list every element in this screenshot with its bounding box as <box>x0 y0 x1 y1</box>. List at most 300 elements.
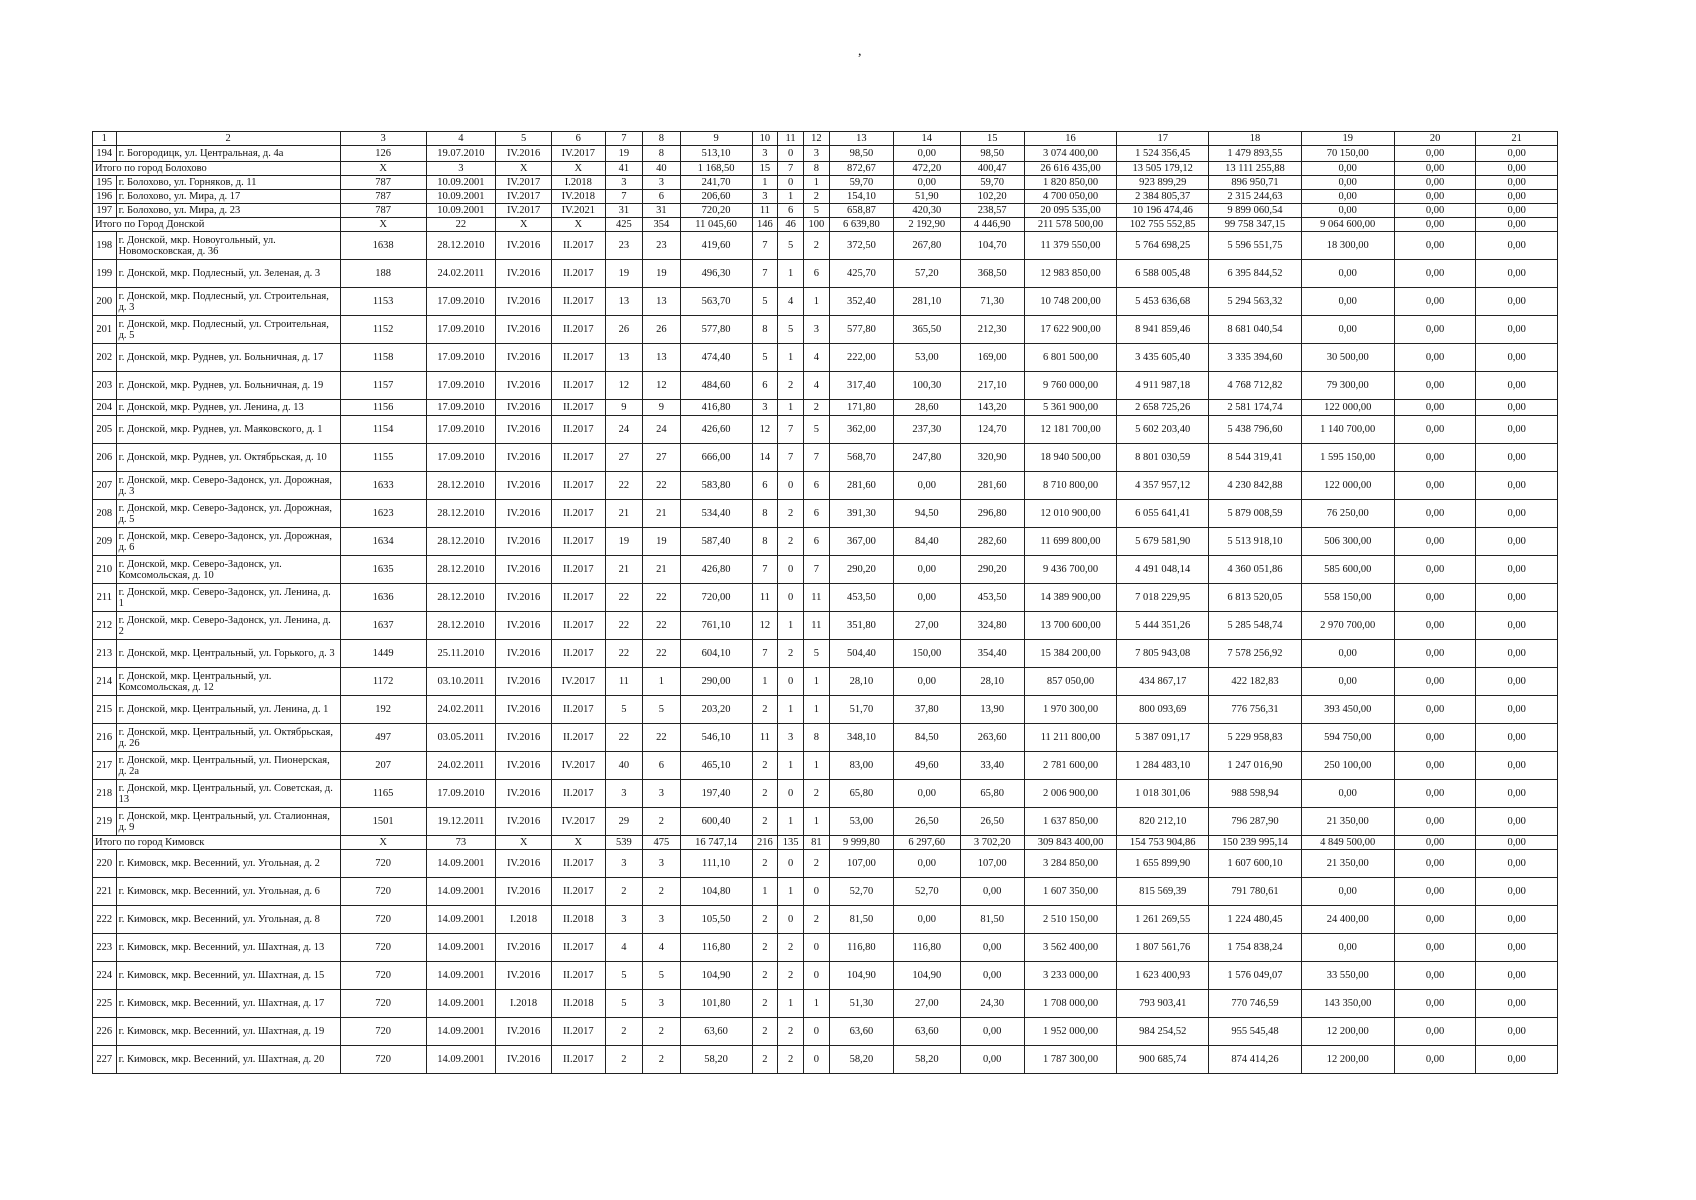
table-cell: 03.10.2011 <box>426 668 496 696</box>
table-cell: 2 <box>778 962 804 990</box>
table-cell: 0 <box>778 668 804 696</box>
table-cell: 9 436 700,00 <box>1024 556 1116 584</box>
table-cell: 7 <box>605 190 643 204</box>
table-row <box>93 472 1558 500</box>
table-cell: 12 <box>605 372 643 400</box>
table-cell: 1 168,50 <box>680 162 752 176</box>
table-row <box>93 724 1558 752</box>
table-cell: 5 <box>803 640 829 668</box>
table-cell: 24 400,00 <box>1301 906 1394 934</box>
table-cell: II.2017 <box>552 850 606 878</box>
table-cell: 26,50 <box>960 808 1024 836</box>
table-cell: IV.2017 <box>496 176 552 190</box>
table-cell: 7 805 943,08 <box>1117 640 1209 668</box>
table-cell: 0 <box>803 934 829 962</box>
address-cell: г. Донской, мкр. Северо-Задонск, ул. Дорожная, д. 6 <box>116 528 340 556</box>
row-number: 199 <box>93 260 117 288</box>
table-cell: 2 <box>752 850 778 878</box>
table-cell: 2 <box>643 1018 681 1046</box>
table-cell: 0 <box>803 1046 829 1074</box>
table-cell: II.2017 <box>552 232 606 260</box>
table-cell: 563,70 <box>680 288 752 316</box>
row-number: 198 <box>93 232 117 260</box>
table-cell: 0,00 <box>1476 556 1558 584</box>
table-cell: 1 952 000,00 <box>1024 1018 1116 1046</box>
table-cell: 28,10 <box>960 668 1024 696</box>
row-number: 213 <box>93 640 117 668</box>
table-cell: 63,60 <box>680 1018 752 1046</box>
table-cell: 0 <box>803 1018 829 1046</box>
table-cell: 1 <box>778 752 804 780</box>
address-cell: г. Донской, мкр. Руднев, ул. Ленина, д. 13 <box>116 400 340 416</box>
table-cell: 0,00 <box>1301 878 1394 906</box>
table-cell: 1634 <box>340 528 426 556</box>
table-cell: 0,00 <box>1476 472 1558 500</box>
table-cell: 0,00 <box>1394 372 1476 400</box>
table-cell: 5 679 581,90 <box>1117 528 1209 556</box>
table-cell: 11 <box>803 584 829 612</box>
table-cell: 8 <box>752 528 778 556</box>
table-cell: 12 983 850,00 <box>1024 260 1116 288</box>
table-cell: 1 <box>803 990 829 1018</box>
row-number: 207 <box>93 472 117 500</box>
row-number: 221 <box>93 878 117 906</box>
table-cell: 0,00 <box>1394 990 1476 1018</box>
table-cell: 0,00 <box>1394 472 1476 500</box>
table-cell: 37,80 <box>894 696 960 724</box>
table-cell: 362,00 <box>829 416 893 444</box>
table-cell: 420,30 <box>894 204 960 218</box>
table-cell: II.2017 <box>552 556 606 584</box>
column-header: 4 <box>426 132 496 146</box>
table-cell: 9 064 600,00 <box>1301 218 1394 232</box>
table-cell: 0,00 <box>1394 752 1476 780</box>
address-cell: г. Кимовск, мкр. Весенний, ул. Шахтная, д. 19 <box>116 1018 340 1046</box>
table-cell: 22 <box>643 584 681 612</box>
table-cell: 197,40 <box>680 780 752 808</box>
table-cell: 216 <box>752 836 778 850</box>
table-cell: 5 764 698,25 <box>1117 232 1209 260</box>
table-cell: 31 <box>643 204 681 218</box>
table-cell: 17.09.2010 <box>426 344 496 372</box>
table-cell: 0 <box>778 472 804 500</box>
table-cell: 1 <box>803 176 829 190</box>
table-cell: 0,00 <box>1476 612 1558 640</box>
table-cell: 76 250,00 <box>1301 500 1394 528</box>
table-cell: 474,40 <box>680 344 752 372</box>
table-cell: IV.2016 <box>496 400 552 416</box>
table-cell: 24 <box>605 416 643 444</box>
table-cell: 0,00 <box>1476 190 1558 204</box>
column-header: 19 <box>1301 132 1394 146</box>
table-cell: 0,00 <box>1476 640 1558 668</box>
table-cell: 5 <box>643 962 681 990</box>
table-cell: 2 <box>803 232 829 260</box>
table-row <box>93 372 1558 400</box>
column-header: 1 <box>93 132 117 146</box>
table-cell: 7 <box>752 260 778 288</box>
table-cell: 22 <box>643 612 681 640</box>
table-cell: II.2017 <box>552 934 606 962</box>
table-cell: 3 <box>778 724 804 752</box>
table-cell: 14.09.2001 <box>426 1018 496 1046</box>
table-cell: 8 801 030,59 <box>1117 444 1209 472</box>
table-cell: 6 <box>643 190 681 204</box>
table-cell: 99 758 347,15 <box>1209 218 1301 232</box>
table-row <box>93 934 1558 962</box>
total-label: Итого по город Болохово <box>93 162 341 176</box>
address-cell: г. Донской, мкр. Руднев, ул. Маяковского, д. 1 <box>116 416 340 444</box>
table-cell: 857 050,00 <box>1024 668 1116 696</box>
table-cell: 0,00 <box>1476 146 1558 162</box>
table-cell: 8 941 859,46 <box>1117 316 1209 344</box>
table-cell: 0,00 <box>1394 344 1476 372</box>
table-cell: 13,90 <box>960 696 1024 724</box>
table-cell: 5 596 551,75 <box>1209 232 1301 260</box>
table-cell: IV.2016 <box>496 1046 552 1074</box>
table-cell: 4 700 050,00 <box>1024 190 1116 204</box>
table-cell: 2 <box>643 878 681 906</box>
table-cell: 1 247 016,90 <box>1209 752 1301 780</box>
table-cell: X <box>340 162 426 176</box>
table-cell: 0,00 <box>1394 584 1476 612</box>
table-cell: 2 <box>752 934 778 962</box>
table-cell: 2 <box>752 780 778 808</box>
table-cell: 0,00 <box>1394 696 1476 724</box>
table-cell: 3 <box>643 176 681 190</box>
table-cell: 1633 <box>340 472 426 500</box>
table-cell: 475 <box>643 836 681 850</box>
table-cell: 12 181 700,00 <box>1024 416 1116 444</box>
column-header: 10 <box>752 132 778 146</box>
table-cell: 0,00 <box>1394 668 1476 696</box>
table-cell: 0,00 <box>1394 444 1476 472</box>
table-cell: 791 780,61 <box>1209 878 1301 906</box>
table-row <box>93 204 1558 218</box>
table-cell: 1 <box>778 878 804 906</box>
column-header: 5 <box>496 132 552 146</box>
table-cell: 4 360 051,86 <box>1209 556 1301 584</box>
row-number: 223 <box>93 934 117 962</box>
table-cell: 1635 <box>340 556 426 584</box>
table-cell: 17.09.2010 <box>426 288 496 316</box>
table-cell: 0,00 <box>1394 1046 1476 1074</box>
table-cell: 0 <box>803 878 829 906</box>
table-cell: 348,10 <box>829 724 893 752</box>
table-cell: 5 444 351,26 <box>1117 612 1209 640</box>
table-cell: 52,70 <box>829 878 893 906</box>
table-cell: I.2018 <box>552 176 606 190</box>
table-cell: 21 350,00 <box>1301 808 1394 836</box>
table-cell: 19 <box>605 260 643 288</box>
table-cell: 426,60 <box>680 416 752 444</box>
table-cell: 84,50 <box>894 724 960 752</box>
table-cell: 24 <box>643 416 681 444</box>
table-cell: 23 <box>643 232 681 260</box>
table-cell: 0,00 <box>1394 1018 1476 1046</box>
table-cell: II.2017 <box>552 528 606 556</box>
table-cell: 21 350,00 <box>1301 850 1394 878</box>
table-cell: 426,80 <box>680 556 752 584</box>
table-cell: 10.09.2001 <box>426 176 496 190</box>
table-cell: 1 <box>778 612 804 640</box>
table-cell: 5 387 091,17 <box>1117 724 1209 752</box>
table-cell: 211 578 500,00 <box>1024 218 1116 232</box>
address-cell: г. Донской, мкр. Северо-Задонск, ул. Ленина, д. 2 <box>116 612 340 640</box>
table-cell: 1 970 300,00 <box>1024 696 1116 724</box>
address-cell: г. Кимовск, мкр. Весенний, ул. Шахтная, д. 13 <box>116 934 340 962</box>
table-cell: 5 294 563,32 <box>1209 288 1301 316</box>
table-cell: IV.2016 <box>496 444 552 472</box>
table-cell: 1 708 000,00 <box>1024 990 1116 1018</box>
table-cell: 1 <box>778 260 804 288</box>
table-cell: 0,00 <box>1394 232 1476 260</box>
table-cell: 0,00 <box>960 962 1024 990</box>
table-cell: IV.2016 <box>496 372 552 400</box>
table-cell: 27 <box>605 444 643 472</box>
table-cell: 105,50 <box>680 906 752 934</box>
table-cell: 143 350,00 <box>1301 990 1394 1018</box>
table-cell: 26 616 435,00 <box>1024 162 1116 176</box>
table-cell: 874 414,26 <box>1209 1046 1301 1074</box>
table-cell: 126 <box>340 146 426 162</box>
table-cell: 150,00 <box>894 640 960 668</box>
table-cell: 5 <box>803 204 829 218</box>
table-cell: 393 450,00 <box>1301 696 1394 724</box>
table-cell: X <box>552 162 606 176</box>
table-cell: 0,00 <box>1476 260 1558 288</box>
table-row <box>93 416 1558 444</box>
table-cell: 6 588 005,48 <box>1117 260 1209 288</box>
table-cell: 3 <box>752 190 778 204</box>
table-cell: 5 <box>605 990 643 1018</box>
table-cell: 1636 <box>340 584 426 612</box>
table-cell: 9 760 000,00 <box>1024 372 1116 400</box>
table-cell: 33,40 <box>960 752 1024 780</box>
table-cell: 4 446,90 <box>960 218 1024 232</box>
table-cell: 290,20 <box>829 556 893 584</box>
row-number: 210 <box>93 556 117 584</box>
table-cell: 0,00 <box>1476 836 1558 850</box>
table-cell: 955 545,48 <box>1209 1018 1301 1046</box>
table-cell: 0,00 <box>1476 344 1558 372</box>
table-cell: 0,00 <box>1476 990 1558 1018</box>
table-cell: IV.2017 <box>552 752 606 780</box>
table-row <box>93 1046 1558 1074</box>
table-cell: X <box>496 162 552 176</box>
table-cell: I.2018 <box>496 906 552 934</box>
table-cell: 0,00 <box>1394 260 1476 288</box>
table-cell: 0,00 <box>1394 162 1476 176</box>
table-cell: 104,80 <box>680 878 752 906</box>
table-cell: 98,50 <box>960 146 1024 162</box>
table-cell: 57,20 <box>894 260 960 288</box>
table-cell: 101,80 <box>680 990 752 1018</box>
table-cell: 31 <box>605 204 643 218</box>
table-cell: 3 <box>426 162 496 176</box>
table-cell: 720 <box>340 878 426 906</box>
table-cell: 9 999,80 <box>829 836 893 850</box>
table-cell: 453,50 <box>960 584 1024 612</box>
table-cell: 0,00 <box>1394 724 1476 752</box>
column-header: 20 <box>1394 132 1476 146</box>
table-cell: 9 899 060,54 <box>1209 204 1301 218</box>
address-cell: г. Богородицк, ул. Центральная, д. 4а <box>116 146 340 162</box>
table-cell: 896 950,71 <box>1209 176 1301 190</box>
table-cell: 5 <box>605 962 643 990</box>
table-cell: 281,10 <box>894 288 960 316</box>
table-cell: 17.09.2010 <box>426 444 496 472</box>
address-cell: г. Донской, мкр. Северо-Задонск, ул. Ленина, д. 1 <box>116 584 340 612</box>
table-cell: 0,00 <box>1394 906 1476 934</box>
table-cell: 6 <box>803 528 829 556</box>
table-cell: 1155 <box>340 444 426 472</box>
row-number: 202 <box>93 344 117 372</box>
table-cell: 577,80 <box>680 316 752 344</box>
table-cell: 0,00 <box>1301 190 1394 204</box>
row-number: 201 <box>93 316 117 344</box>
table-cell: 17.09.2010 <box>426 372 496 400</box>
table-cell: 367,00 <box>829 528 893 556</box>
page-mark: , <box>858 44 862 59</box>
table-cell: II.2017 <box>552 344 606 372</box>
table-cell: 71,30 <box>960 288 1024 316</box>
table-cell: 4 <box>803 344 829 372</box>
table-cell: 419,60 <box>680 232 752 260</box>
row-number: 217 <box>93 752 117 780</box>
table-cell: 22 <box>643 472 681 500</box>
table-cell: 0,00 <box>1301 288 1394 316</box>
table-cell: 28.12.2010 <box>426 472 496 500</box>
table-cell: 28.12.2010 <box>426 556 496 584</box>
row-number: 227 <box>93 1046 117 1074</box>
table-cell: 0,00 <box>1394 780 1476 808</box>
table-cell: 9 <box>605 400 643 416</box>
table-cell: 0,00 <box>1476 1018 1558 1046</box>
table-cell: 46 <box>778 218 804 232</box>
table-cell: 2 <box>752 1046 778 1074</box>
address-cell: г. Донской, мкр. Центральный, ул. Горького, д. 3 <box>116 640 340 668</box>
table-cell: 2 <box>803 850 829 878</box>
table-cell: 282,60 <box>960 528 1024 556</box>
table-row <box>93 780 1558 808</box>
table-cell: 3 <box>605 780 643 808</box>
table-cell: 13 <box>643 344 681 372</box>
table-cell: 19.07.2010 <box>426 146 496 162</box>
table-cell: 154,10 <box>829 190 893 204</box>
table-cell: 1 <box>803 668 829 696</box>
table-cell: 281,60 <box>960 472 1024 500</box>
table-row <box>93 612 1558 640</box>
table-cell: IV.2016 <box>496 640 552 668</box>
table-cell: 24,30 <box>960 990 1024 1018</box>
table-cell: 104,90 <box>829 962 893 990</box>
address-cell: г. Донской, мкр. Подлесный, ул. Строительная, д. 3 <box>116 288 340 316</box>
table-cell: 720,00 <box>680 584 752 612</box>
table-cell: 51,90 <box>894 190 960 204</box>
table-cell: 13 <box>605 344 643 372</box>
table-cell: 18 940 500,00 <box>1024 444 1116 472</box>
table-cell: 22 <box>605 472 643 500</box>
table-cell: 1 261 269,55 <box>1117 906 1209 934</box>
table-cell: 1 <box>778 990 804 1018</box>
table-cell: 815 569,39 <box>1117 878 1209 906</box>
row-number: 205 <box>93 416 117 444</box>
table-cell: 4 491 048,14 <box>1117 556 1209 584</box>
table-cell: IV.2017 <box>552 668 606 696</box>
address-cell: г. Донской, мкр. Северо-Задонск, ул. Комсомольская, д. 10 <box>116 556 340 584</box>
table-cell: 19.12.2011 <box>426 808 496 836</box>
table-cell: II.2017 <box>552 584 606 612</box>
table-cell: 40 <box>605 752 643 780</box>
column-header: 11 <box>778 132 804 146</box>
table-cell: 23 <box>605 232 643 260</box>
table-cell: 2 192,90 <box>894 218 960 232</box>
table-cell: 3 <box>803 316 829 344</box>
address-cell: г. Донской, мкр. Центральный, ул. Ленина, д. 1 <box>116 696 340 724</box>
table-cell: 558 150,00 <box>1301 584 1394 612</box>
table-cell: 58,20 <box>894 1046 960 1074</box>
table-cell: 800 093,69 <box>1117 696 1209 724</box>
table-cell: 770 746,59 <box>1209 990 1301 1018</box>
table-cell: 0,00 <box>1394 288 1476 316</box>
address-cell: г. Кимовск, мкр. Весенний, ул. Шахтная, д. 20 <box>116 1046 340 1074</box>
table-cell: 13 <box>605 288 643 316</box>
address-cell: г. Донской, мкр. Новоугольный, ул. Новомосковская, д. 36 <box>116 232 340 260</box>
column-header: 13 <box>829 132 893 146</box>
table-cell: 5 229 958,83 <box>1209 724 1301 752</box>
table-row <box>93 990 1558 1018</box>
table-cell: 2 <box>752 962 778 990</box>
table-cell: 11 <box>752 724 778 752</box>
table-cell: IV.2016 <box>496 232 552 260</box>
table-cell: 11 <box>752 584 778 612</box>
table-cell: 534,40 <box>680 500 752 528</box>
table-cell: 539 <box>605 836 643 850</box>
table-cell: II.2017 <box>552 780 606 808</box>
table-cell: 0,00 <box>894 850 960 878</box>
table-cell: 0,00 <box>960 878 1024 906</box>
table-cell: 787 <box>340 190 426 204</box>
table-cell: 188 <box>340 260 426 288</box>
table-cell: 546,10 <box>680 724 752 752</box>
table-cell: IV.2016 <box>496 416 552 444</box>
row-number: 224 <box>93 962 117 990</box>
table-cell: 2 <box>778 372 804 400</box>
table-cell: 465,10 <box>680 752 752 780</box>
table-cell: 0,00 <box>1301 934 1394 962</box>
table-cell: 150 239 995,14 <box>1209 836 1301 850</box>
table-cell: 1 754 838,24 <box>1209 934 1301 962</box>
table-cell: 0,00 <box>1394 500 1476 528</box>
column-header: 14 <box>894 132 960 146</box>
table-cell: 2 <box>752 696 778 724</box>
table-cell: 434 867,17 <box>1117 668 1209 696</box>
table-cell: 0,00 <box>1394 316 1476 344</box>
table-cell: 14 <box>752 444 778 472</box>
table-cell: 0,00 <box>1476 528 1558 556</box>
table-cell: II.2017 <box>552 500 606 528</box>
table-cell: 52,70 <box>894 878 960 906</box>
table-cell: 81,50 <box>960 906 1024 934</box>
table-cell: 0,00 <box>1476 500 1558 528</box>
table-cell: 5 <box>752 344 778 372</box>
table-cell: 1 607 600,10 <box>1209 850 1301 878</box>
table-cell: 2 <box>605 1046 643 1074</box>
row-number: 195 <box>93 176 117 190</box>
table-cell: 24.02.2011 <box>426 696 496 724</box>
column-header: 18 <box>1209 132 1301 146</box>
